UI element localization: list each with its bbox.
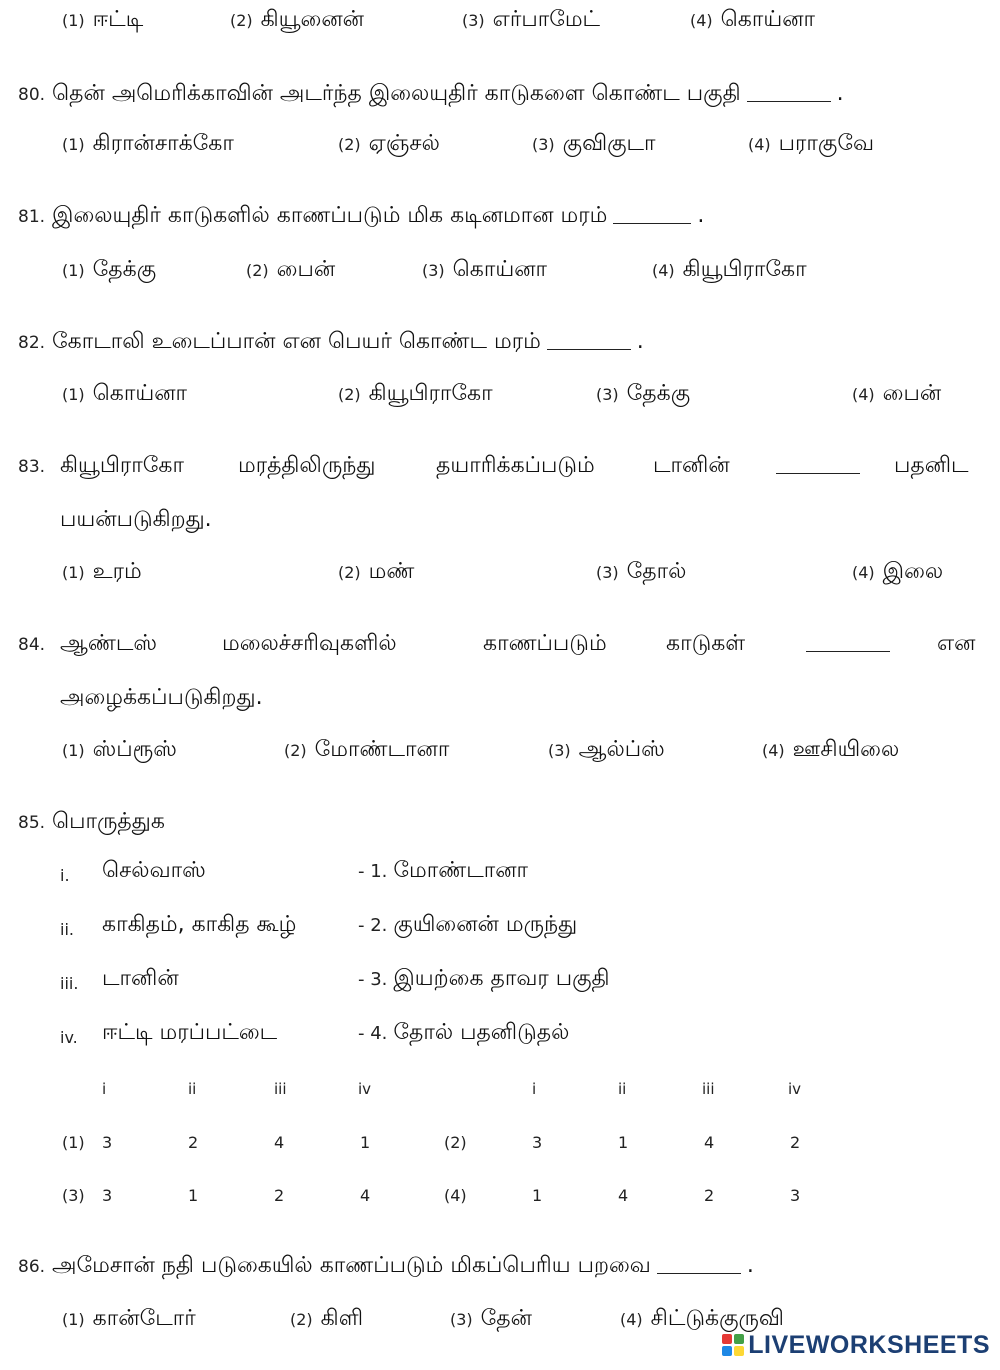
answer-option-num: (3) [62, 1186, 85, 1205]
liveworksheets-logo[interactable] [722, 1328, 990, 1362]
q79-option-4: (4) கொய்னா [690, 7, 816, 32]
match-left-item: காகிதம், காகித கூழ் [102, 912, 297, 937]
answer-cell: 4 [618, 1186, 629, 1205]
answer-option-num: (2) [444, 1133, 467, 1152]
answer-blank [747, 101, 831, 102]
q83-option-3: (3) தோல் [596, 559, 687, 584]
q83-word: மரத்திலிருந்து [238, 453, 376, 478]
q84-word: ஆண்டஸ் [60, 631, 157, 656]
q80-option-1: (1) கிரான்சாக்கோ [62, 131, 234, 156]
match-roman: ii. [60, 920, 74, 939]
answer-option-num: (1) [62, 1133, 85, 1152]
answer-blank [806, 630, 890, 658]
answer-cell: 3 [102, 1186, 113, 1205]
q86-option-1: (1) கான்டோர் [62, 1306, 196, 1331]
q83-word: தயாரிக்கப்படும் [436, 453, 595, 478]
q79-option-3: (3) எர்பாமேட் [462, 7, 601, 32]
q83-line2: பயன்படுகிறது. [60, 507, 212, 532]
answer-cell: 3 [790, 1186, 801, 1205]
answer-cell: 4 [274, 1133, 285, 1152]
question-82: 82. கோடாலி உடைப்பான் என பெயர் கொண்ட மரம் . [18, 329, 644, 354]
answer-cell: 2 [790, 1133, 801, 1152]
q83-word: டானின் [653, 453, 730, 478]
q83-word: கியூபிராகோ [60, 453, 184, 478]
q83-option-1: (1) உரம் [62, 559, 142, 584]
answer-cell: 1 [618, 1133, 629, 1152]
liveworksheets-logo-icon [722, 1334, 744, 1356]
answer-blank [547, 349, 631, 350]
answer-cell: 2 [704, 1186, 715, 1205]
answer-blank [613, 223, 691, 224]
q84-option-2: (2) மோண்டானா [284, 737, 450, 762]
answer-cell: 4 [704, 1133, 715, 1152]
q81-option-2: (2) பைன் [246, 257, 336, 282]
q83-word: பதனிட [894, 453, 969, 478]
q84-option-4: (4) ஊசியிலை [762, 737, 900, 762]
q83-option-4: (4) இலை [852, 559, 944, 584]
grid-header: i [102, 1080, 107, 1098]
match-left-item: செல்வாஸ் [102, 858, 206, 883]
q80-option-4: (4) பராகுவே [748, 131, 874, 156]
answer-cell: 1 [360, 1133, 371, 1152]
grid-header: iii [274, 1080, 287, 1098]
q79-option-1: (1) ஈட்டி [62, 7, 144, 32]
q82-option-2: (2) கியூபிராகோ [338, 381, 493, 406]
match-right-item: - 3. இயற்கை தாவர பகுதி [358, 966, 610, 991]
q81-option-1: (1) தேக்கு [62, 257, 157, 282]
q82-option-1: (1) கொய்னா [62, 381, 188, 406]
answer-cell: 3 [532, 1133, 543, 1152]
question-81: 81. இலையுதிர் காடுகளில் காணப்படும் மிக கடினமான மரம் . [18, 203, 705, 228]
answer-option-num: (4) [444, 1186, 467, 1205]
match-roman: i. [60, 866, 70, 885]
grid-header: i [532, 1080, 537, 1098]
question-80: 80. தென் அமெரிக்காவின் அடர்ந்த இலையுதிர் காடுகளை கொண்ட பகுதி . [18, 81, 844, 106]
q86-option-2: (2) கிளி [290, 1306, 364, 1331]
match-roman: iii. [60, 974, 79, 993]
question-84-num: 84. [18, 635, 46, 655]
grid-header: iii [702, 1080, 715, 1098]
q84-word: காடுகள் [666, 631, 746, 656]
grid-header: iv [788, 1080, 802, 1098]
match-roman: iv. [60, 1028, 78, 1047]
match-left-item: டானின் [102, 966, 179, 991]
q80-option-2: (2) ஏஞ்சல் [338, 131, 440, 156]
q84-word: காணப்படும் [483, 631, 607, 656]
answer-cell: 2 [188, 1133, 199, 1152]
question-86: 86. அமேசான் நதி படுகையில் காணப்படும் மிகப்பெரிய பறவை . [18, 1253, 754, 1278]
grid-header: iv [358, 1080, 372, 1098]
answer-cell: 1 [188, 1186, 199, 1205]
match-left-item: ஈட்டி மரப்பட்டை [102, 1020, 278, 1045]
q86-option-3: (3) தேன் [450, 1306, 532, 1331]
answer-cell: 3 [102, 1133, 113, 1152]
q84-line2: அழைக்கப்படுகிறது. [60, 685, 263, 710]
match-right-item: - 4. தோல் பதனிடுதல் [358, 1020, 570, 1045]
q79-option-2: (2) கியூனைன் [230, 7, 364, 32]
q82-option-4: (4) பைன் [852, 381, 942, 406]
question-85: 85. பொருத்துக [18, 809, 165, 834]
q80-option-3: (3) குவிகுடா [532, 131, 656, 156]
question-83-num: 83. [18, 457, 46, 477]
match-right-item: - 1. மோண்டானா [358, 858, 529, 883]
answer-blank [776, 452, 860, 480]
q84-word: என [937, 631, 976, 656]
grid-header: ii [188, 1080, 197, 1098]
answer-blank [657, 1273, 741, 1274]
q81-option-4: (4) கியூபிராகோ [652, 257, 807, 282]
answer-cell: 4 [360, 1186, 371, 1205]
answer-cell: 1 [532, 1186, 543, 1205]
q84-word: மலைச்சரிவுகளில் [222, 631, 397, 656]
q83-option-2: (2) மண் [338, 559, 415, 584]
q84-option-1: (1) ஸ்ப்ரூஸ் [62, 737, 177, 762]
match-right-item: - 2. குயினைன் மருந்து [358, 912, 578, 937]
answer-cell: 2 [274, 1186, 285, 1205]
grid-header: ii [618, 1080, 627, 1098]
q86-option-4: (4) சிட்டுக்குருவி [620, 1306, 784, 1331]
q82-option-3: (3) தேக்கு [596, 381, 691, 406]
liveworksheets-logo-text: LIVEWORKSHEETS [748, 1330, 990, 1359]
q84-option-3: (3) ஆல்ப்ஸ் [548, 737, 665, 762]
q81-option-3: (3) கொய்னா [422, 257, 548, 282]
